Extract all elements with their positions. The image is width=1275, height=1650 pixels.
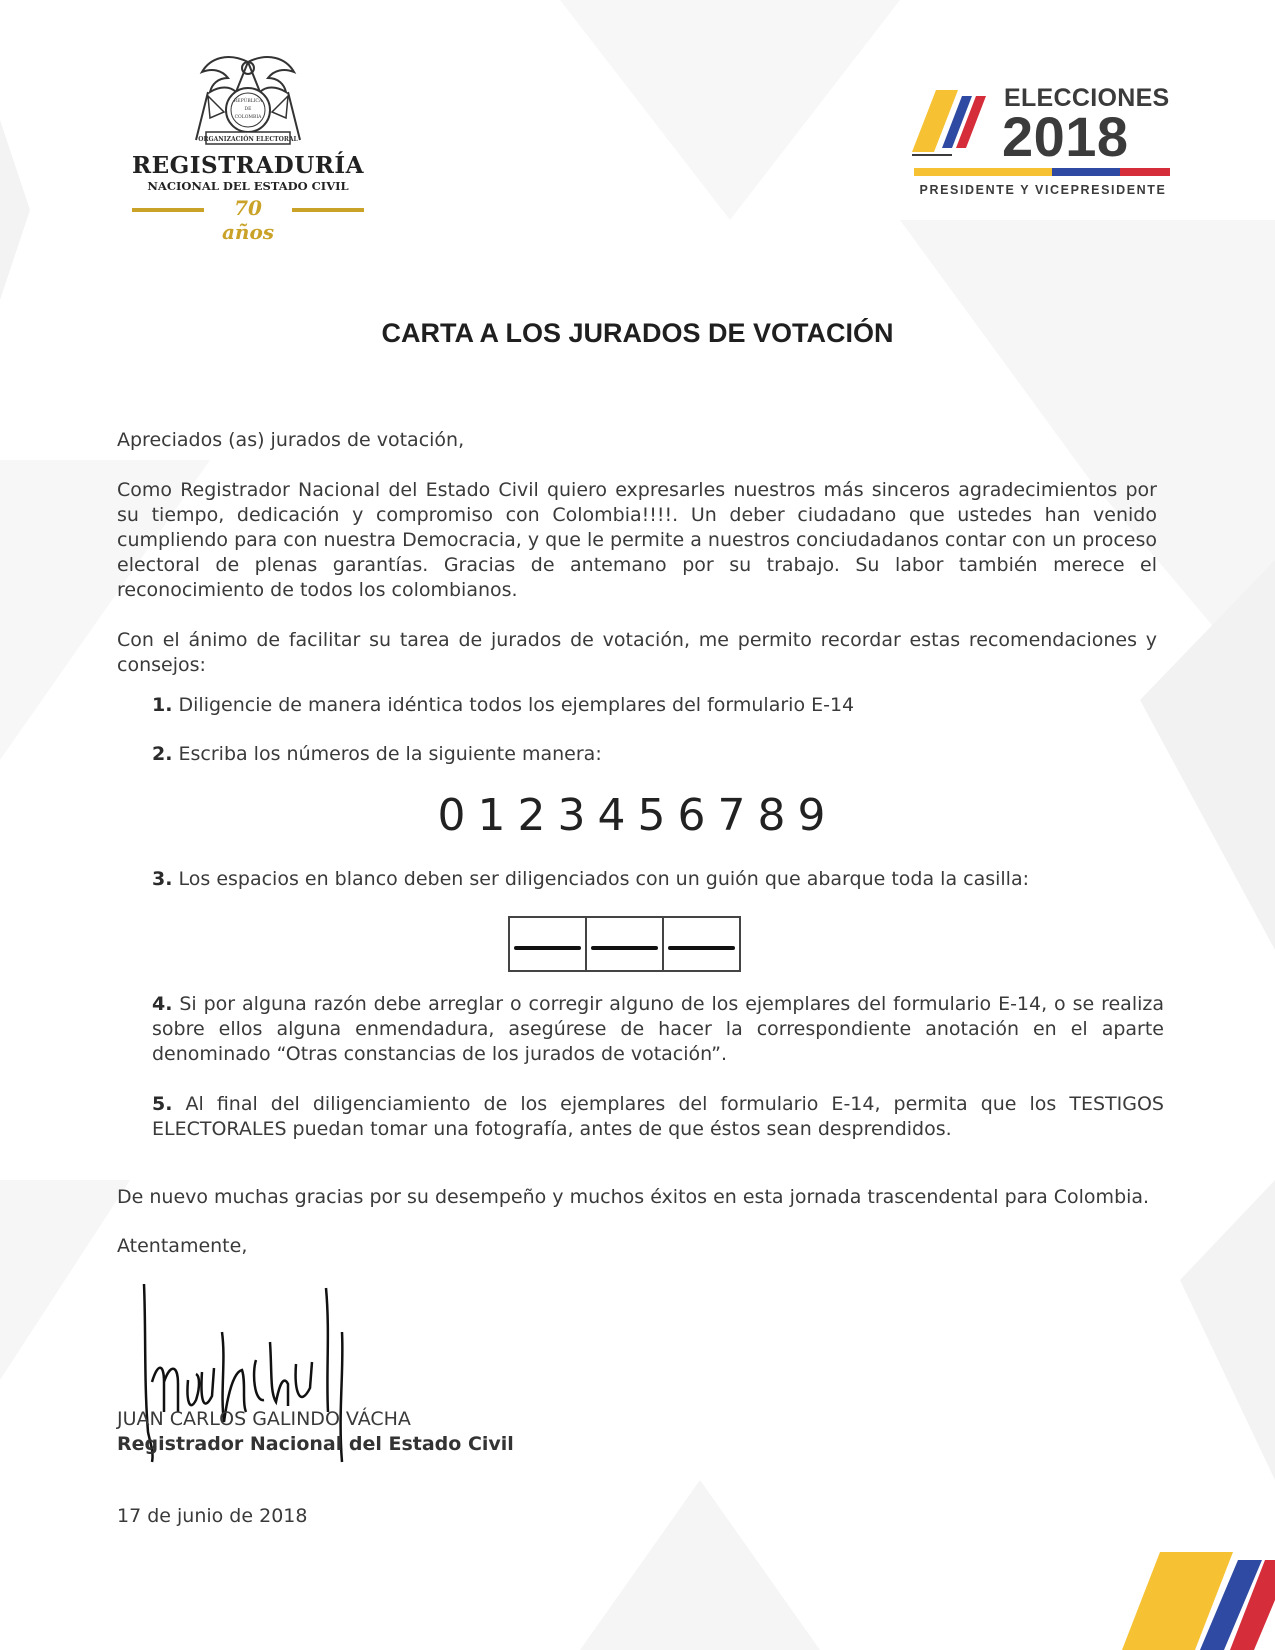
item-text: Si por alguna razón debe arreglar o corregir alguno de los ejemplares del formulario E-14, o se realiza sobre ellos alguna enmendadura, asegúrese de hacer la correspondiente anotación en el aparte denominado “Otras constancias de los jurados de votación”.	[152, 993, 1164, 1065]
box-cell	[587, 918, 664, 970]
box-cell	[664, 918, 739, 970]
registraduria-logo	[128, 52, 368, 244]
registraduria-subtitle: NACIONAL DEL ESTADO CIVIL	[147, 179, 349, 193]
elecciones-subtitle: PRESIDENTE Y VICEPRESIDENTE	[919, 183, 1167, 197]
signer-name: JUAN CARLOS GALINDO VÁCHA	[117, 1408, 411, 1430]
signer-role: Registrador Nacional del Estado Civil	[117, 1433, 514, 1455]
elecciones-bar-yellow	[914, 168, 1052, 176]
closing-paragraph: De nuevo muchas gracias por su desempeño y muchos éxitos en esta jornada trascendental para Colombia.	[117, 1186, 1150, 1208]
item-text: Al final del diligenciamiento de los ejemplares del formulario E-14, permita que los TESTIGOS ELECTORALES puedan tomar una fotografía, antes de que éstos sean desprendidos.	[152, 1093, 1164, 1140]
paragraph-recommendations: Con el ánimo de facilitar su tarea de jurados de votación, me permito recordar estas recomendaciones y consejos:	[117, 629, 1157, 676]
blank-boxes-example	[508, 916, 741, 972]
list-item	[152, 693, 1164, 718]
letter-title: CARTA A LOS JURADOS DE VOTACIÓN	[381, 318, 894, 348]
digits-example: 0123456789	[437, 790, 838, 841]
anniversary-text: 70 años	[221, 196, 275, 244]
dash-mark	[668, 946, 735, 950]
list-item	[152, 992, 1164, 1067]
emblem-text-republica: REPÚBLICA	[233, 99, 263, 104]
paragraph-thanks: Como Registrador Nacional del Estado Civil quiero expresarles nuestros más sinceros agradecimientos por su tiempo, dedicación y compromiso con Colombia!!!!. Un deber ciudadano que ustedes han venido cumpliendo para con nuestra Democracia, y que le permite a nuestros conciudadanos contar con un proceso electoral de plenas garantías. Gracias de antemano por su trabajo. Su labor también merece el reconocimiento de todos los colombianos.	[117, 479, 1157, 601]
elecciones-bar-blue	[1052, 168, 1120, 176]
item-number: 5.	[152, 1093, 173, 1115]
elecciones-bar-red	[1120, 168, 1170, 176]
item-text: Diligencie de manera idéntica todos los ejemplares del formulario E-14	[178, 694, 855, 716]
flag-stripes-icon	[912, 90, 992, 156]
box-cell	[510, 918, 587, 970]
list-item	[152, 1092, 1164, 1142]
emblem-text-colombia: COLOMBIA	[234, 115, 262, 120]
elecciones-word: ELECCIONES	[1004, 84, 1170, 112]
item-text: Los espacios en blanco deben ser diligenciados con un guión que abarque toda la casilla:	[178, 868, 1030, 890]
closing: Atentamente,	[117, 1235, 248, 1257]
item-number: 4.	[152, 993, 173, 1015]
dash-mark	[514, 946, 581, 950]
coat-of-arms-icon	[188, 52, 308, 148]
list-item	[152, 742, 1164, 767]
greeting: Apreciados (as) jurados de votación,	[117, 429, 465, 451]
item-text: Escriba los números de la siguiente manera:	[178, 743, 602, 765]
item-number: 1.	[152, 694, 173, 716]
elecciones-logo	[912, 82, 1174, 202]
anniversary-line-right	[292, 208, 364, 212]
dash-mark	[591, 946, 658, 950]
item-number: 2.	[152, 743, 173, 765]
list-item	[152, 867, 1164, 892]
elecciones-year: 2018	[1002, 105, 1129, 168]
emblem-text-de: DE	[244, 107, 252, 112]
anniversary-badge	[128, 196, 368, 244]
anniversary-line-left	[132, 208, 204, 212]
letter-date: 17 de junio de 2018	[117, 1505, 308, 1527]
item-number: 3.	[152, 868, 173, 890]
registraduria-name: REGISTRADURÍA	[132, 152, 364, 179]
emblem-ribbon-text: ORGANIZACIÓN ELECTORAL	[198, 136, 298, 143]
